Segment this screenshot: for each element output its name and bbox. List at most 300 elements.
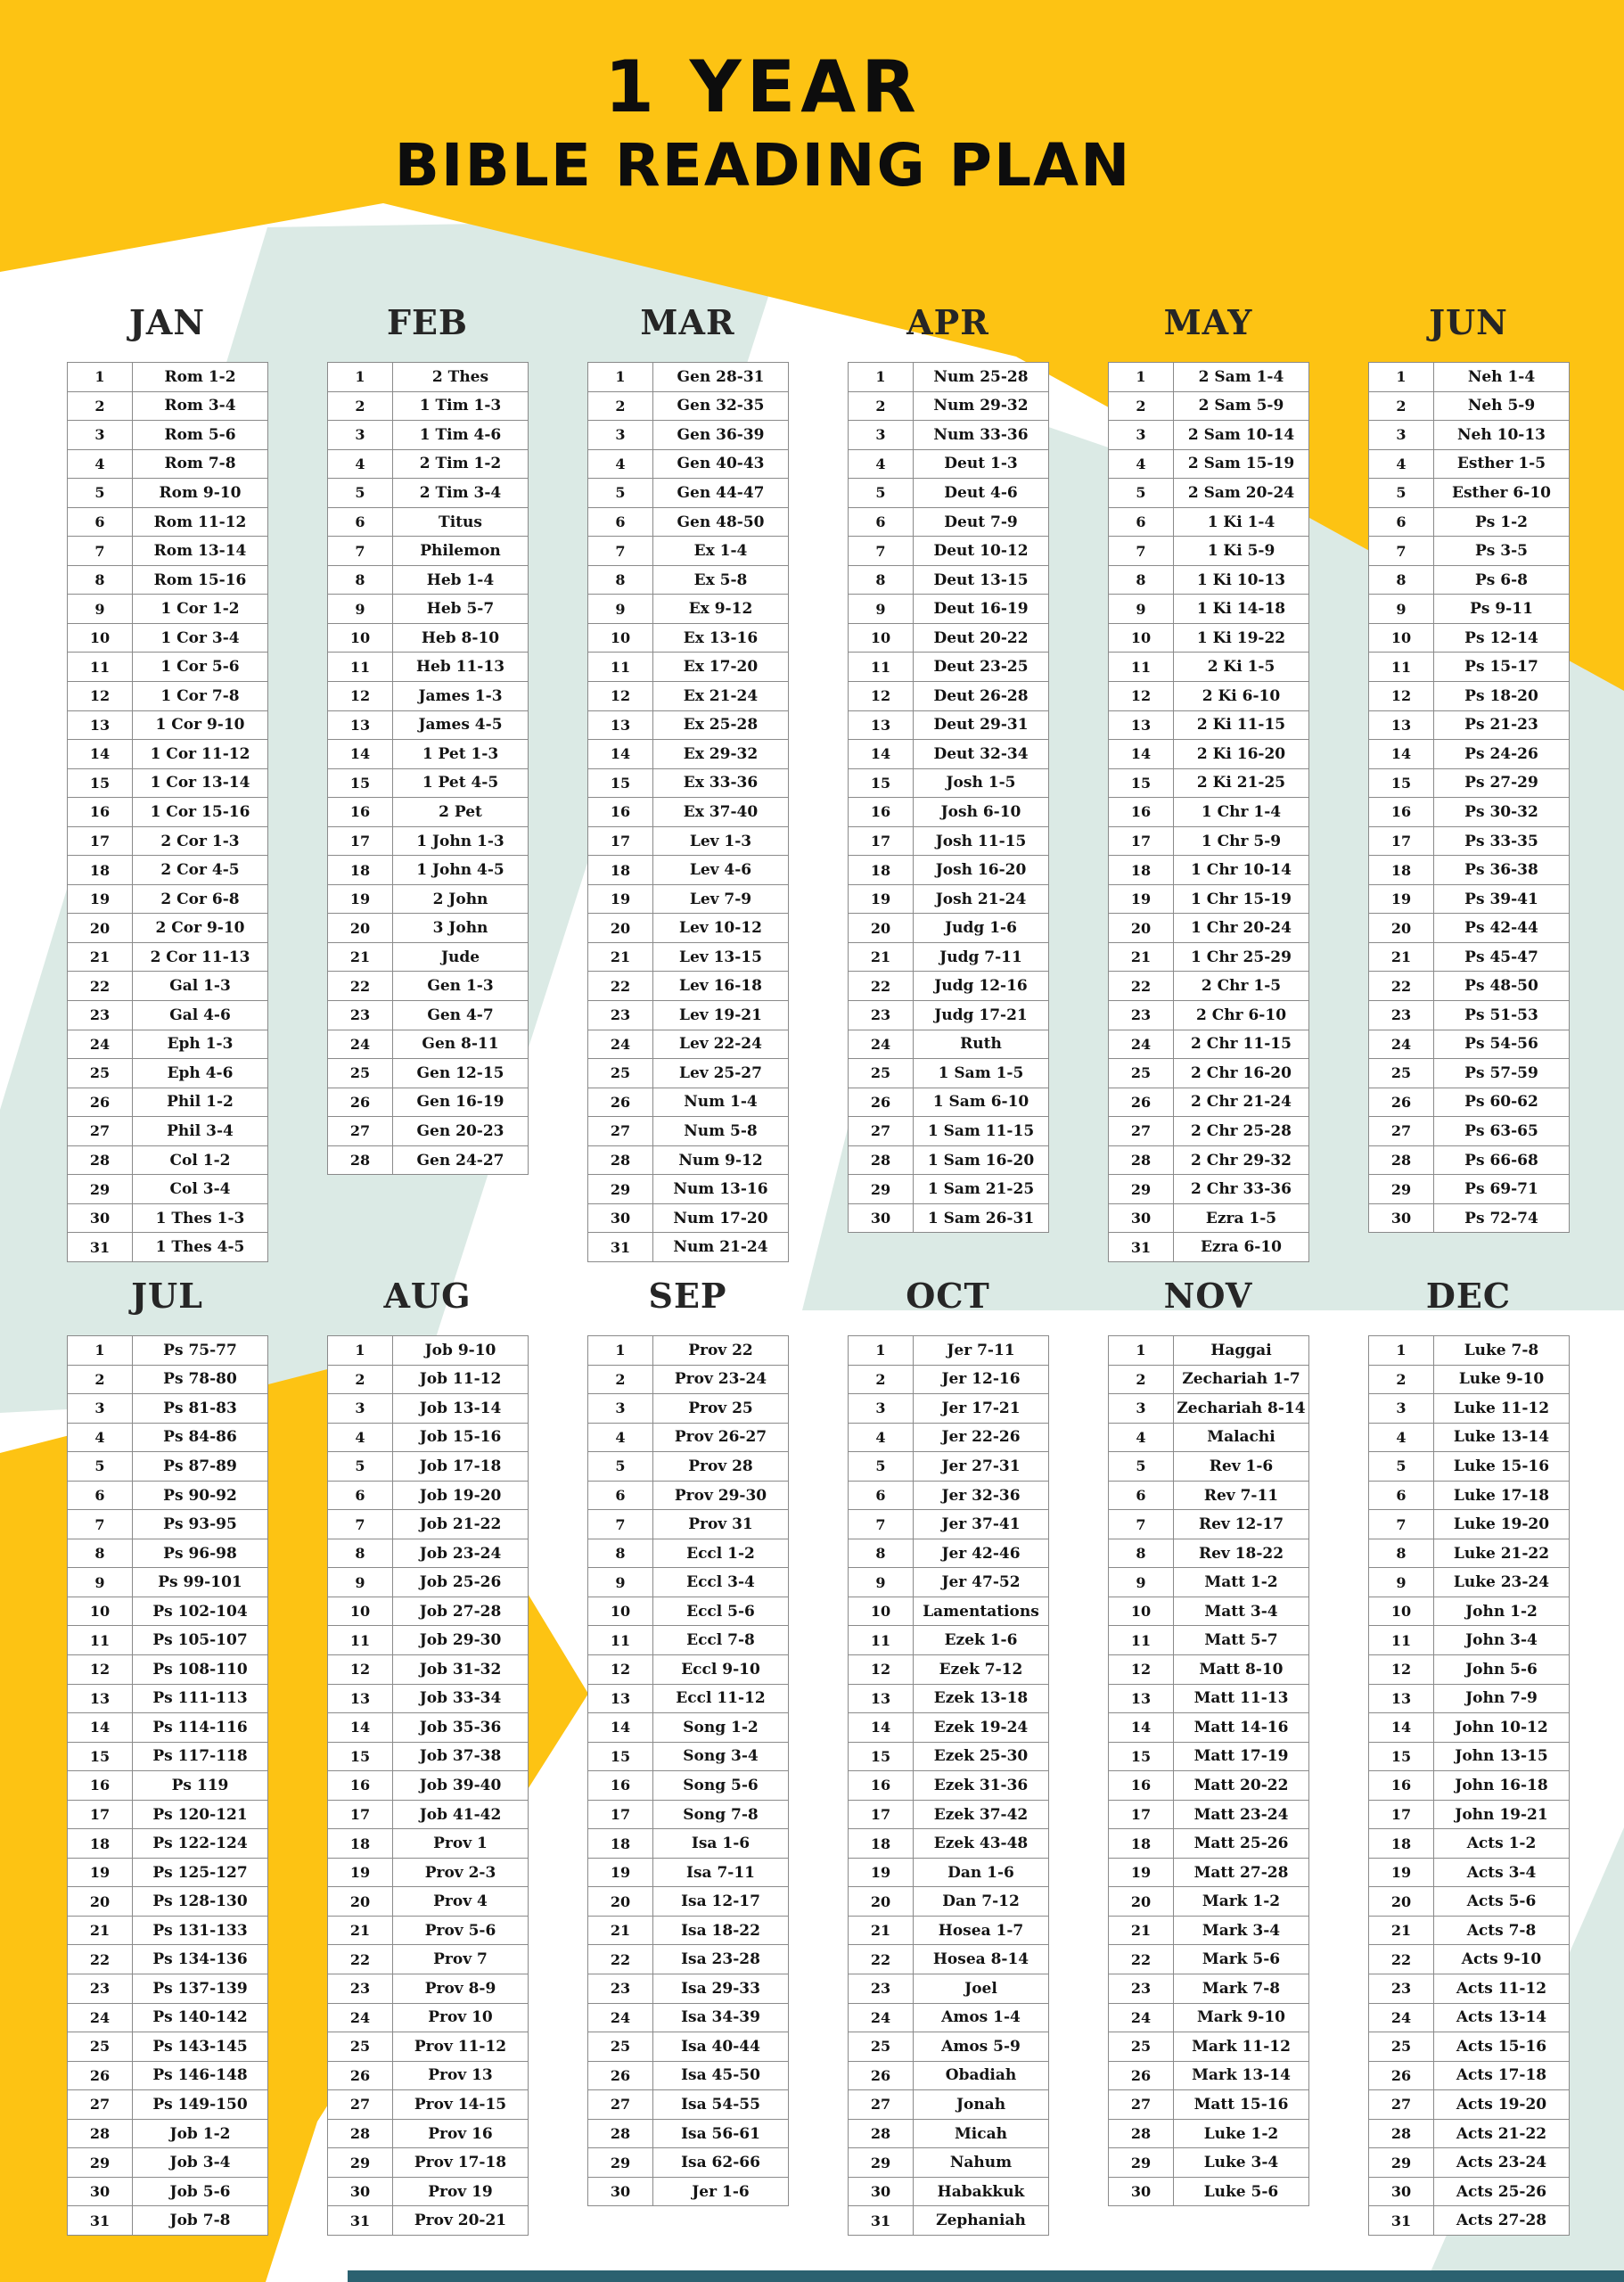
reading-cell: Ps 60-62 [1433,1088,1569,1117]
reading-cell: Mark 13-14 [1173,2061,1308,2090]
page-title [0,46,1526,203]
day-cell: 18 [327,1828,392,1858]
reading-cell: Ezek 43-48 [913,1828,1048,1858]
month-table [848,362,1049,1233]
reading-cell: Zechariah 8-14 [1173,1393,1308,1423]
reading-cell: Ex 37-40 [652,797,788,826]
reading-cell: Ps 87-89 [132,1451,267,1481]
day-cell: 26 [1108,2061,1173,2090]
reading-cell: Lamentations [913,1597,1048,1626]
reading-cell: Jonah [913,2089,1048,2119]
day-cell: 7 [1108,536,1173,565]
day-cell: 24 [1108,2003,1173,2032]
reading-cell: Ezek 19-24 [913,1712,1048,1742]
reading-cell: Song 3-4 [652,1742,788,1771]
day-cell: 6 [587,507,652,537]
reading-cell: Ps 12-14 [1433,623,1569,653]
reading-cell: Ps 69-71 [1433,1174,1569,1203]
day-cell: 1 [1368,362,1433,391]
reading-cell: Gen 4-7 [392,1000,528,1030]
month-table [327,1335,529,2236]
day-cell: 2 [848,1365,913,1394]
day-cell: 16 [67,1770,132,1800]
day-cell: 27 [327,2089,392,2119]
reading-cell: Gen 20-23 [392,1116,528,1145]
reading-cell: Zephaniah [913,2205,1048,2235]
day-cell: 15 [1368,768,1433,798]
day-cell: 9 [848,594,913,623]
month-section-apr [848,300,1048,1227]
reading-cell: John 5-6 [1433,1654,1569,1684]
day-cell: 3 [327,420,392,449]
day-cell: 27 [327,1116,392,1145]
day-cell: 7 [587,536,652,565]
reading-cell: Hosea 1-7 [913,1916,1048,1945]
day-cell: 24 [1108,1030,1173,1059]
reading-cell: Gen 16-19 [392,1088,528,1117]
day-cell: 14 [1368,1712,1433,1742]
reading-cell: Gen 48-50 [652,507,788,537]
reading-cell: Rev 18-22 [1173,1539,1308,1568]
reading-cell: Ezek 7-12 [913,1654,1048,1684]
reading-cell: Mark 11-12 [1173,2032,1308,2061]
reading-cell: Song 1-2 [652,1712,788,1742]
reading-cell: Ps 137-139 [132,1974,267,2003]
reading-cell: Ps 149-150 [132,2089,267,2119]
reading-cell: Lev 22-24 [652,1030,788,1059]
reading-cell: Ps 108-110 [132,1654,267,1684]
day-cell: 24 [848,2003,913,2032]
reading-cell: Dan 1-6 [913,1858,1048,1887]
reading-cell: Job 23-24 [392,1539,528,1568]
reading-cell: James 1-3 [392,681,528,710]
day-cell: 23 [1368,1000,1433,1030]
day-cell: 3 [67,420,132,449]
day-cell: 1 [848,1335,913,1365]
reading-cell: Rom 9-10 [132,478,267,507]
reading-cell: 1 Pet 1-3 [392,739,528,768]
day-cell: 20 [1108,1886,1173,1916]
day-cell: 25 [848,1058,913,1088]
day-cell: 11 [587,652,652,681]
day-cell: 16 [848,797,913,826]
reading-cell: 1 Thes 4-5 [132,1232,267,1261]
day-cell: 13 [67,1684,132,1713]
day-cell: 28 [1368,1145,1433,1175]
day-cell: 2 [587,1365,652,1394]
day-cell: 30 [848,2177,913,2206]
month-name: JUL [131,1276,203,1316]
day-cell: 18 [1368,855,1433,884]
month-name: NOV [1163,1276,1253,1316]
day-cell: 23 [67,1974,132,2003]
reading-cell: Neh 5-9 [1433,391,1569,421]
day-cell: 14 [67,739,132,768]
day-cell: 23 [327,1974,392,2003]
day-cell: 5 [587,478,652,507]
reading-cell: Acts 27-28 [1433,2205,1569,2235]
day-cell: 16 [1108,1770,1173,1800]
reading-cell: 2 Cor 9-10 [132,913,267,942]
reading-cell: Eccl 3-4 [652,1567,788,1597]
reading-cell: Lev 16-18 [652,971,788,1000]
reading-cell: Gen 1-3 [392,971,528,1000]
day-cell: 26 [1368,1088,1433,1117]
month-section-jul [67,1273,267,2230]
reading-cell: Prov 13 [392,2061,528,2090]
reading-cell: Luke 23-24 [1433,1567,1569,1597]
day-cell: 10 [67,1597,132,1626]
day-cell: 24 [327,1030,392,1059]
day-cell: 31 [848,2205,913,2235]
day-cell: 19 [1108,884,1173,914]
day-cell: 14 [327,739,392,768]
reading-cell: Luke 3-4 [1173,2147,1308,2177]
day-cell: 7 [848,1509,913,1539]
day-cell: 5 [67,478,132,507]
reading-cell: Job 35-36 [392,1712,528,1742]
reading-cell: Josh 16-20 [913,855,1048,884]
day-cell: 19 [1368,884,1433,914]
reading-cell: Phil 3-4 [132,1116,267,1145]
day-cell: 20 [1368,913,1433,942]
reading-cell: Rom 13-14 [132,536,267,565]
reading-cell: Ex 33-36 [652,768,788,798]
reading-cell: Eccl 11-12 [652,1684,788,1713]
day-cell: 14 [848,739,913,768]
reading-cell: Mark 7-8 [1173,1974,1308,2003]
day-cell: 28 [327,2119,392,2148]
day-cell: 24 [587,2003,652,2032]
reading-cell: 1 Chr 15-19 [1173,884,1308,914]
day-cell: 25 [67,2032,132,2061]
day-cell: 17 [848,826,913,856]
day-cell: 28 [587,1145,652,1175]
reading-cell: Dan 7-12 [913,1886,1048,1916]
month-table [327,362,529,1175]
day-cell: 13 [1368,1684,1433,1713]
day-cell: 23 [848,1000,913,1030]
reading-cell: Heb 1-4 [392,565,528,595]
reading-cell: Eccl 1-2 [652,1539,788,1568]
reading-cell: Rom 5-6 [132,420,267,449]
reading-cell: Job 31-32 [392,1654,528,1684]
reading-cell: Deut 13-15 [913,565,1048,595]
reading-cell: 1 Sam 16-20 [913,1145,1048,1175]
reading-cell: Ps 15-17 [1433,652,1569,681]
day-cell: 21 [327,1916,392,1945]
day-cell: 7 [1108,1509,1173,1539]
day-cell: 19 [327,884,392,914]
reading-cell: Amos 1-4 [913,2003,1048,2032]
month-name: SEP [648,1276,727,1316]
day-cell: 17 [1108,1800,1173,1829]
reading-cell: Num 9-12 [652,1145,788,1175]
reading-cell: 2 Ki 1-5 [1173,652,1308,681]
reading-cell: Ps 143-145 [132,2032,267,2061]
day-cell: 8 [1368,1539,1433,1568]
day-cell: 25 [327,1058,392,1088]
reading-cell: Josh 11-15 [913,826,1048,856]
day-cell: 31 [327,2205,392,2235]
day-cell: 1 [1368,1335,1433,1365]
day-cell: 7 [1368,536,1433,565]
reading-cell: Prov 22 [652,1335,788,1365]
day-cell: 9 [1108,1567,1173,1597]
day-cell: 18 [587,855,652,884]
reading-cell: Jer 32-36 [913,1481,1048,1510]
reading-cell: Ps 93-95 [132,1509,267,1539]
reading-cell: Prov 11-12 [392,2032,528,2061]
day-cell: 9 [848,1567,913,1597]
month-name: FEB [386,302,469,342]
day-cell: 6 [67,507,132,537]
reading-cell: Ps 33-35 [1433,826,1569,856]
day-cell: 2 [327,1365,392,1394]
day-cell: 13 [1368,710,1433,740]
month-table [1368,1335,1570,2236]
reading-cell: John 19-21 [1433,1800,1569,1829]
reading-cell: Ps 131-133 [132,1916,267,1945]
reading-cell: 2 Chr 6-10 [1173,1000,1308,1030]
reading-cell: Eph 4-6 [132,1058,267,1088]
reading-cell: Esther 6-10 [1433,478,1569,507]
day-cell: 28 [1108,2119,1173,2148]
day-cell: 14 [848,1712,913,1742]
reading-cell: Jer 22-26 [913,1423,1048,1452]
day-cell: 21 [1368,942,1433,972]
reading-cell: Ex 5-8 [652,565,788,595]
day-cell: 3 [1368,420,1433,449]
day-cell: 25 [1368,2032,1433,2061]
day-cell: 17 [1368,1800,1433,1829]
reading-cell: Ps 51-53 [1433,1000,1569,1030]
reading-cell: Philemon [392,536,528,565]
reading-cell: 1 Sam 1-5 [913,1058,1048,1088]
day-cell: 1 [587,362,652,391]
reading-cell: Acts 3-4 [1433,1858,1569,1887]
day-cell: 27 [1108,2089,1173,2119]
day-cell: 29 [1108,2147,1173,2177]
day-cell: 21 [327,942,392,972]
reading-cell: Acts 25-26 [1433,2177,1569,2206]
day-cell: 30 [1108,1203,1173,1233]
reading-cell: Ex 21-24 [652,681,788,710]
day-cell: 15 [327,1742,392,1771]
day-cell: 20 [848,913,913,942]
day-cell: 14 [587,1712,652,1742]
day-cell: 30 [327,2177,392,2206]
day-cell: 15 [848,1742,913,1771]
reading-cell: Ezek 13-18 [913,1684,1048,1713]
day-cell: 6 [1108,507,1173,537]
reading-cell: 1 Cor 15-16 [132,797,267,826]
reading-cell: Luke 21-22 [1433,1539,1569,1568]
reading-cell: Luke 11-12 [1433,1393,1569,1423]
reading-cell: Matt 25-26 [1173,1828,1308,1858]
reading-cell: Isa 56-61 [652,2119,788,2148]
day-cell: 16 [587,797,652,826]
reading-cell: Josh 6-10 [913,797,1048,826]
day-cell: 26 [1108,1088,1173,1117]
day-cell: 5 [327,1451,392,1481]
reading-cell: Prov 25 [652,1393,788,1423]
day-cell: 9 [67,594,132,623]
reading-cell: Acts 15-16 [1433,2032,1569,2061]
reading-cell: 2 Chr 16-20 [1173,1058,1308,1088]
day-cell: 24 [848,1030,913,1059]
reading-cell: 1 Thes 1-3 [132,1203,267,1233]
day-cell: 17 [67,826,132,856]
day-cell: 21 [848,942,913,972]
day-cell: 17 [1368,826,1433,856]
day-cell: 27 [1108,1116,1173,1145]
day-cell: 31 [1108,1232,1173,1261]
reading-cell: Prov 10 [392,2003,528,2032]
reading-cell: Deut 4-6 [913,478,1048,507]
reading-cell: Obadiah [913,2061,1048,2090]
reading-cell: Gal 1-3 [132,971,267,1000]
reading-cell: Judg 12-16 [913,971,1048,1000]
day-cell: 13 [587,710,652,740]
reading-cell: Rev 7-11 [1173,1481,1308,1510]
day-cell: 19 [848,1858,913,1887]
day-cell: 4 [1108,1423,1173,1452]
reading-cell: 2 Chr 33-36 [1173,1174,1308,1203]
reading-cell: Luke 5-6 [1173,2177,1308,2206]
reading-cell: Ex 1-4 [652,536,788,565]
day-cell: 25 [848,2032,913,2061]
reading-cell: Ps 54-56 [1433,1030,1569,1059]
month-table [1368,362,1570,1233]
reading-cell: Luke 7-8 [1433,1335,1569,1365]
reading-cell: 2 Chr 21-24 [1173,1088,1308,1117]
reading-cell: Ex 17-20 [652,652,788,681]
day-cell: 24 [327,2003,392,2032]
day-cell: 15 [587,1742,652,1771]
reading-cell: Habakkuk [913,2177,1048,2206]
reading-cell: Gal 4-6 [132,1000,267,1030]
day-cell: 15 [1108,1742,1173,1771]
day-cell: 28 [848,2119,913,2148]
reading-cell: John 1-2 [1433,1597,1569,1626]
day-cell: 12 [1108,1654,1173,1684]
day-cell: 23 [587,1000,652,1030]
day-cell: 9 [327,1567,392,1597]
day-cell: 22 [1368,1944,1433,1974]
reading-cell: Job 11-12 [392,1365,528,1394]
reading-cell: Luke 19-20 [1433,1509,1569,1539]
day-cell: 20 [587,913,652,942]
reading-cell: Deut 7-9 [913,507,1048,537]
reading-cell: 2 Chr 11-15 [1173,1030,1308,1059]
day-cell: 10 [1108,1597,1173,1626]
reading-cell: Num 29-32 [913,391,1048,421]
day-cell: 21 [1108,1916,1173,1945]
reading-cell: 1 Ki 5-9 [1173,536,1308,565]
day-cell: 6 [848,1481,913,1510]
reading-cell: Job 17-18 [392,1451,528,1481]
reading-cell: Ps 111-113 [132,1684,267,1713]
day-cell: 15 [67,1742,132,1771]
day-cell: 25 [1108,1058,1173,1088]
day-cell: 10 [67,623,132,653]
reading-cell: 1 Cor 9-10 [132,710,267,740]
reading-cell: Ex 25-28 [652,710,788,740]
day-cell: 22 [67,1944,132,1974]
reading-cell: Isa 40-44 [652,2032,788,2061]
day-cell: 17 [327,826,392,856]
reading-cell: Ps 18-20 [1433,681,1569,710]
reading-cell: Neh 10-13 [1433,420,1569,449]
month-name: OCT [906,1276,990,1316]
day-cell: 29 [1368,2147,1433,2177]
day-cell: 6 [327,1481,392,1510]
reading-cell: 1 Cor 7-8 [132,681,267,710]
reading-cell: Matt 8-10 [1173,1654,1308,1684]
reading-cell: 2 Cor 6-8 [132,884,267,914]
reading-cell: Prov 14-15 [392,2089,528,2119]
day-cell: 9 [1368,1567,1433,1597]
day-cell: 10 [587,1597,652,1626]
day-cell: 26 [848,1088,913,1117]
reading-cell: 1 Chr 25-29 [1173,942,1308,972]
day-cell: 12 [67,681,132,710]
reading-cell: John 16-18 [1433,1770,1569,1800]
reading-cell: 1 Sam 21-25 [913,1174,1048,1203]
day-cell: 5 [1368,478,1433,507]
day-cell: 9 [587,1567,652,1597]
day-cell: 8 [848,565,913,595]
day-cell: 25 [587,2032,652,2061]
reading-cell: Acts 1-2 [1433,1828,1569,1858]
day-cell: 26 [327,1088,392,1117]
reading-cell: Luke 1-2 [1173,2119,1308,2148]
day-cell: 2 [848,391,913,421]
reading-cell: Ps 75-77 [132,1335,267,1365]
reading-cell: Josh 21-24 [913,884,1048,914]
day-cell: 5 [848,1451,913,1481]
day-cell: 26 [67,2061,132,2090]
day-cell: 17 [67,1800,132,1829]
day-cell: 7 [67,1509,132,1539]
reading-cell: Ps 72-74 [1433,1203,1569,1233]
reading-cell: Matt 5-7 [1173,1625,1308,1654]
reading-cell: Mark 3-4 [1173,1916,1308,1945]
reading-cell: Titus [392,507,528,537]
reading-cell: 2 Tim 3-4 [392,478,528,507]
reading-cell: Gen 12-15 [392,1058,528,1088]
reading-cell: Jer 7-11 [913,1335,1048,1365]
month-table [67,1335,268,2236]
reading-cell: Ps 66-68 [1433,1145,1569,1175]
day-cell: 6 [1368,1481,1433,1510]
reading-cell: Matt 17-19 [1173,1742,1308,1771]
month-name: JUN [1429,302,1508,342]
reading-cell: Judg 7-11 [913,942,1048,972]
day-cell: 8 [1108,565,1173,595]
day-cell: 4 [848,449,913,479]
day-cell: 1 [67,1335,132,1365]
reading-cell: Job 7-8 [132,2205,267,2235]
day-cell: 3 [848,1393,913,1423]
day-cell: 20 [587,1886,652,1916]
day-cell: 18 [848,855,913,884]
reading-cell: Job 21-22 [392,1509,528,1539]
month-section-feb [327,300,528,1170]
day-cell: 22 [587,1944,652,1974]
day-cell: 23 [1368,1974,1433,2003]
